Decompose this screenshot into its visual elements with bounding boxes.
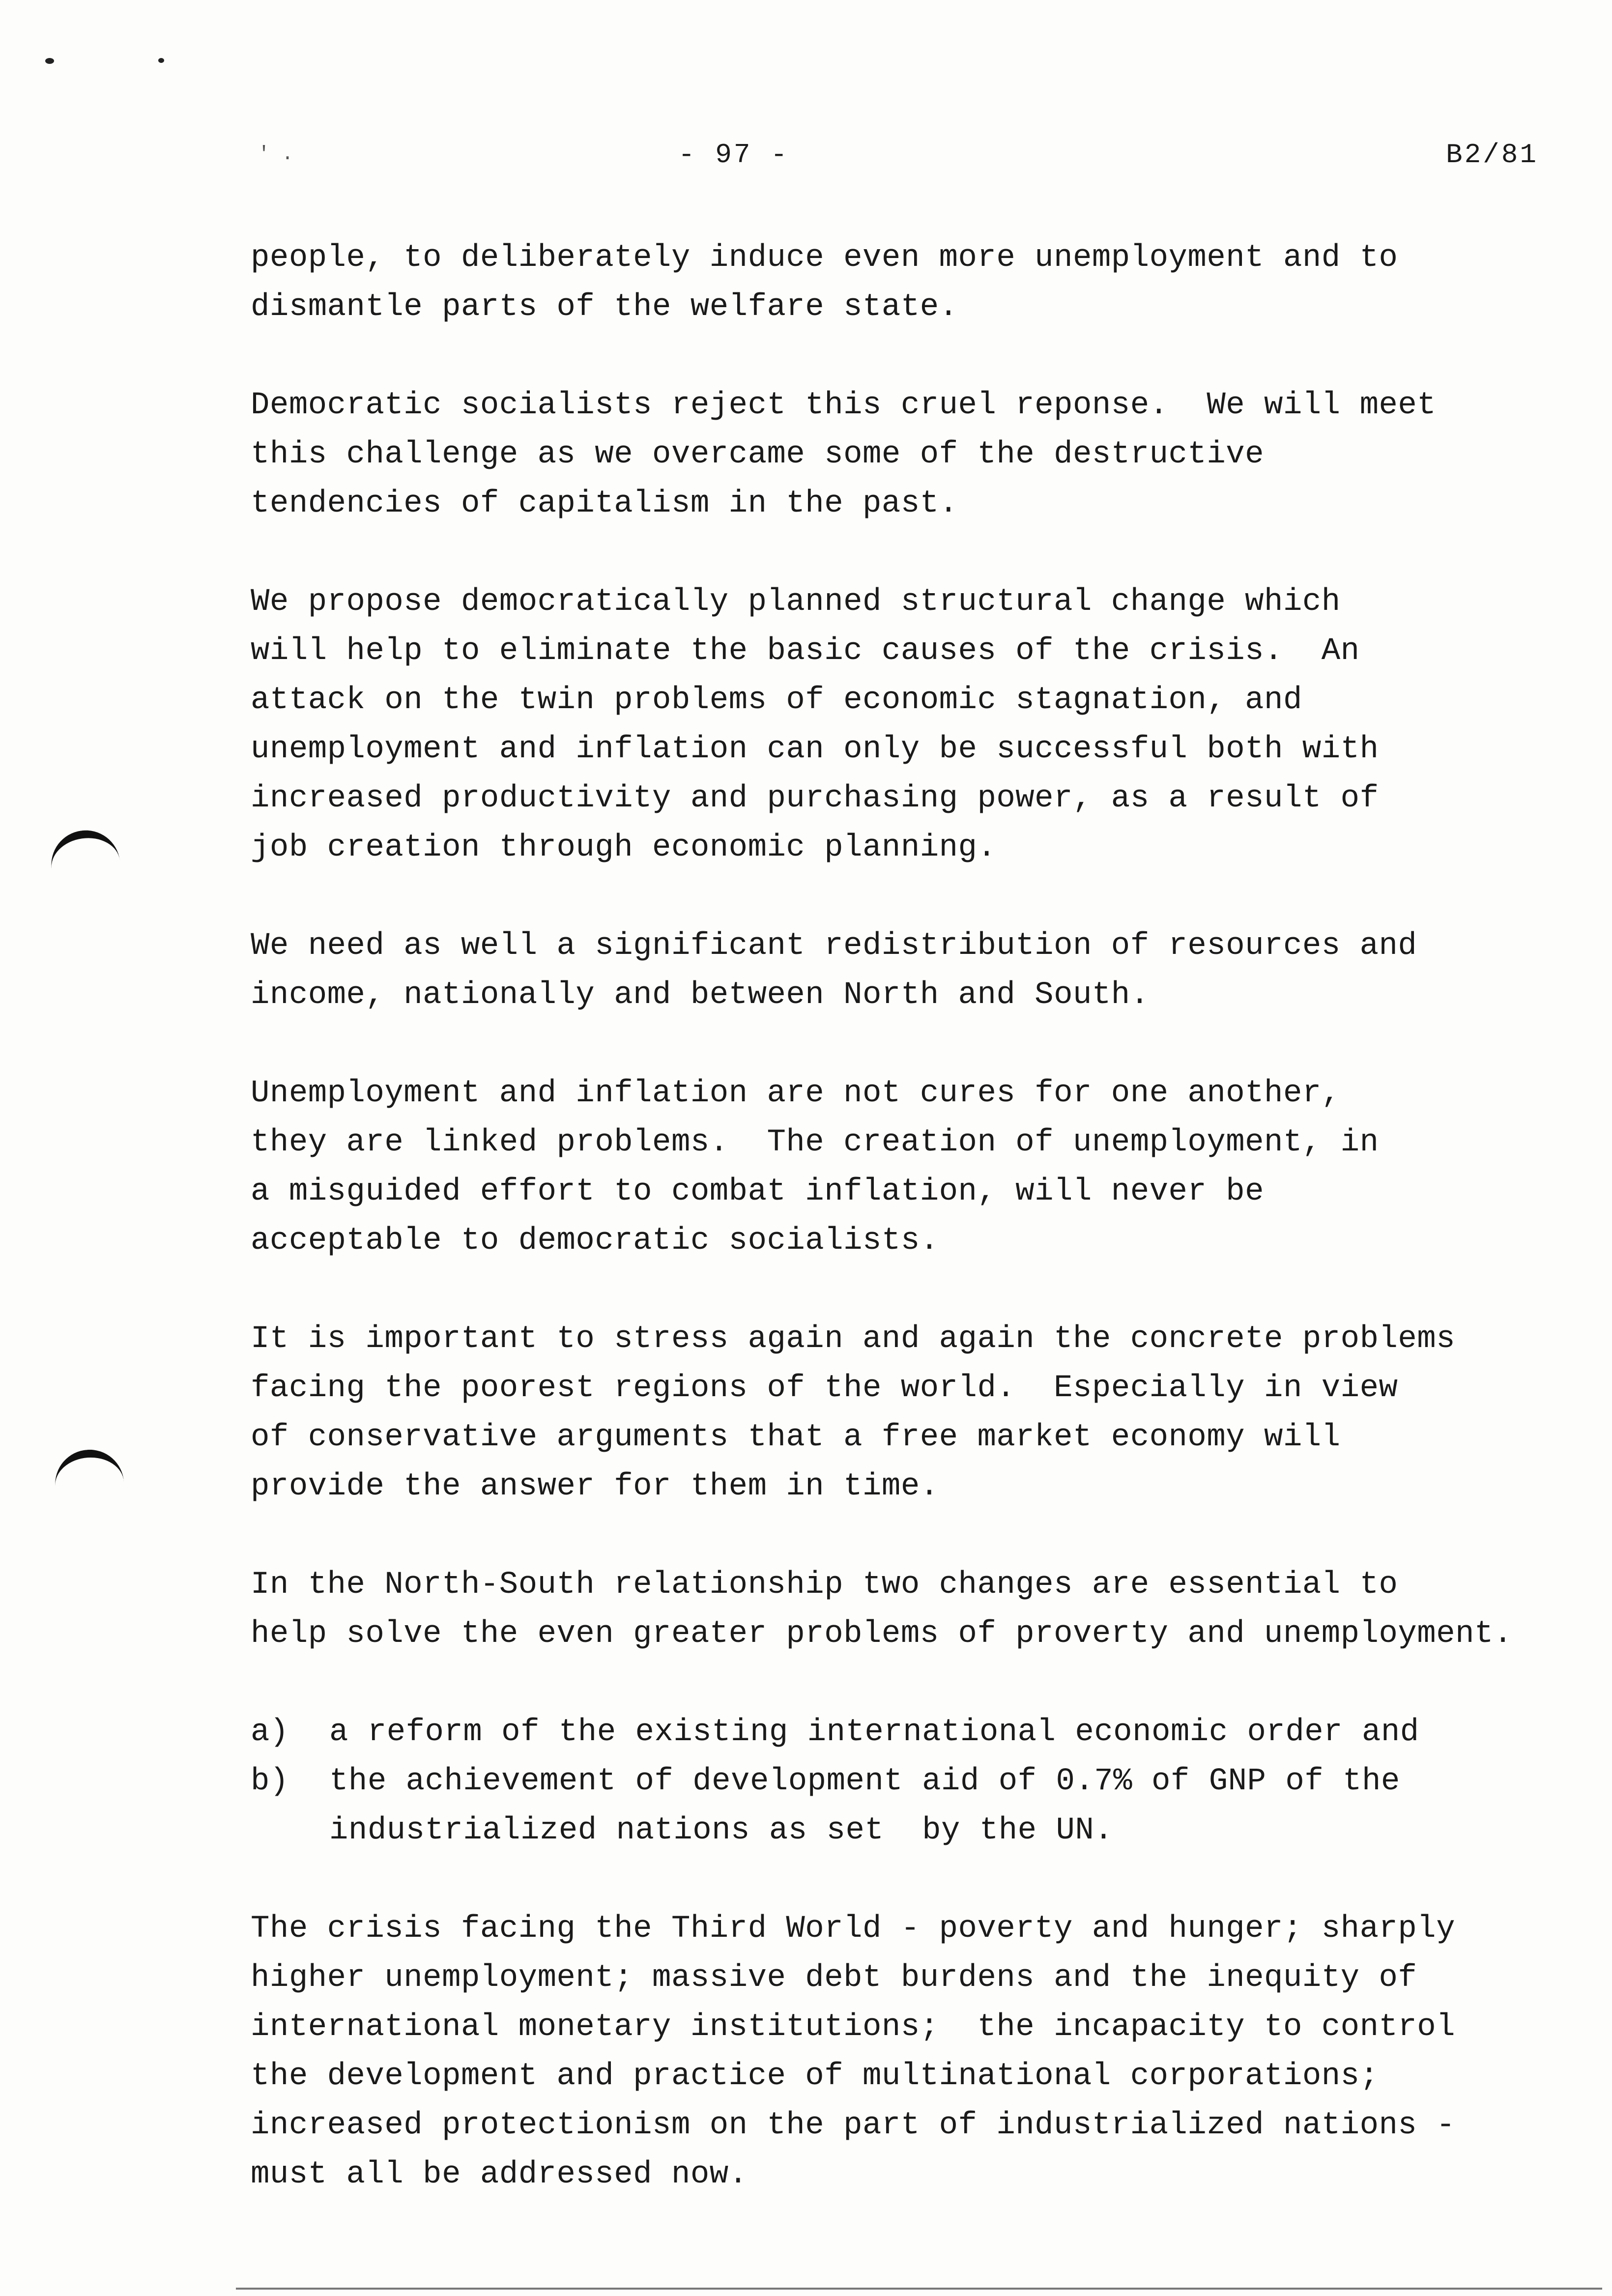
text-line: unemployment and inflation can only be successful both with: [251, 732, 1379, 767]
text-line: tendencies of capitalism in the past.: [251, 486, 958, 521]
paragraph-1: [251, 233, 1578, 332]
text-line: acceptable to democratic socialists.: [251, 1223, 939, 1259]
paragraph-5: [251, 1069, 1578, 1265]
list-marker: b): [251, 1764, 289, 1799]
text-line: must all be addressed now.: [251, 2157, 748, 2192]
text-line: of conservative arguments that a free market economy will: [251, 1420, 1341, 1455]
paragraph-3: [251, 577, 1578, 872]
text-line: increased productivity and purchasing power, as a result of: [251, 781, 1379, 816]
paragraph-7: [251, 1560, 1578, 1659]
text-line: will help to eliminate the basic causes of the crisis. An: [251, 633, 1360, 669]
text-line: job creation through economic planning.: [251, 830, 997, 865]
page-header: [0, 135, 1612, 174]
paragraph-final: [251, 1904, 1578, 2199]
text-line: In the North-South relationship two changes are essential to: [251, 1567, 1398, 1603]
text-line: a misguided effort to combat inflation, will never be: [251, 1174, 1265, 1209]
paragraph-2: [251, 381, 1578, 528]
scan-speck: [158, 58, 164, 63]
text-line: The crisis facing the Third World - poverty and hunger; sharply: [251, 1911, 1456, 1947]
changes-list: [251, 1708, 1578, 1855]
text-line: people, to deliberately induce even more unemployment and to: [251, 240, 1398, 276]
text-line: the development and practice of multinational corporations;: [251, 2059, 1379, 2094]
text-line: they are linked problems. The creation of unemployment, in: [251, 1125, 1379, 1160]
header-left-mark: ' .: [258, 144, 294, 166]
paragraph-6: [251, 1315, 1578, 1511]
hole-punch-mark: [53, 1447, 124, 1490]
text-line: international monetary institutions; the incapacity to control: [251, 2009, 1456, 2045]
text-line: It is important to stress again and again the concrete problems: [251, 1321, 1456, 1357]
hole-punch-mark: [47, 826, 120, 873]
list-item-text: a reform of the existing international economic order and: [329, 1715, 1419, 1750]
page-number: - 97 -: [678, 139, 789, 171]
list-item-text: the achievement of development aid of 0.7% of GNP of the: [329, 1764, 1400, 1799]
text-line: We propose democratically planned structural change which: [251, 584, 1341, 620]
text-line: We need as well a significant redistribution of resources and: [251, 928, 1417, 964]
text-line: Democratic socialists reject this cruel reponse. We will meet: [251, 388, 1437, 423]
list-item-continuation: industrialized nations as set by the UN.: [329, 1813, 1114, 1848]
paragraph-4: [251, 921, 1578, 1020]
text-line: dismantle parts of the welfare state.: [251, 289, 958, 325]
scan-speck: [45, 58, 54, 64]
list-item-a: [251, 1708, 1578, 1757]
bottom-edge-rule: [236, 2288, 1602, 2290]
text-line: Unemployment and inflation are not cures for one another,: [251, 1076, 1341, 1111]
text-line: income, nationally and between North and South.: [251, 977, 1150, 1013]
document-body: [251, 233, 1578, 2248]
text-line: attack on the twin problems of economic stagnation, and: [251, 683, 1302, 718]
text-line: provide the answer for them in time.: [251, 1469, 939, 1504]
list-item-b: [251, 1757, 1578, 1806]
text-line: facing the poorest regions of the world. Especially in view: [251, 1371, 1398, 1406]
text-line: help solve the even greater problems of proverty and unemployment.: [251, 1616, 1513, 1652]
list-marker: a): [251, 1715, 289, 1750]
text-line: this challenge as we overcame some of the destructive: [251, 437, 1265, 472]
text-line: increased protectionism on the part of industrialized nations -: [251, 2108, 1456, 2143]
document-code: B2/81: [1445, 139, 1538, 171]
text-line: higher unemployment; massive debt burdens and the inequity of: [251, 1960, 1417, 1996]
